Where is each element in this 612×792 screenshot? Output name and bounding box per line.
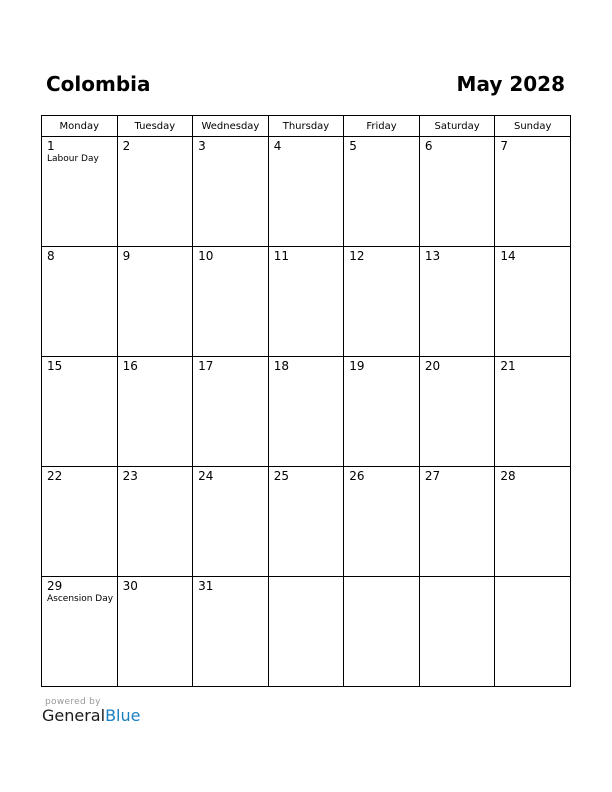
weekday-header-row <box>42 116 571 137</box>
day-number: 3 <box>198 139 206 153</box>
country-title: Colombia <box>46 72 151 96</box>
day-cell <box>193 247 269 357</box>
empty-day-cell <box>495 577 571 687</box>
calendar-header <box>46 72 565 98</box>
day-cell <box>344 247 420 357</box>
day-number: 13 <box>424 249 441 263</box>
empty-day-cell <box>268 577 344 687</box>
day-number: 25 <box>273 469 289 483</box>
empty-day-cell <box>419 577 495 687</box>
week-row <box>42 247 571 357</box>
day-number: 28 <box>500 469 516 483</box>
day-number: 12 <box>349 249 365 263</box>
day-cell <box>419 137 495 247</box>
day-number: 19 <box>349 359 365 373</box>
week-row <box>42 357 571 467</box>
weekday-monday: Monday <box>42 116 118 137</box>
day-cell <box>344 137 420 247</box>
week-row <box>42 577 571 687</box>
day-number: 15 <box>47 359 63 373</box>
day-cell <box>117 137 193 247</box>
day-number: 8 <box>47 249 55 263</box>
day-cell <box>42 137 118 247</box>
day-number: 5 <box>349 139 357 153</box>
holiday-label: Labour Day <box>47 154 99 164</box>
day-cell <box>193 467 269 577</box>
day-number: 11 <box>273 249 289 263</box>
weekday-tuesday: Tuesday <box>117 116 193 137</box>
week-row <box>42 467 571 577</box>
day-cell <box>117 467 193 577</box>
day-number: 24 <box>198 469 214 483</box>
day-cell <box>193 137 269 247</box>
month-title: May 2028 <box>456 72 565 96</box>
weekday-friday: Friday <box>344 116 420 137</box>
day-cell <box>495 467 571 577</box>
day-cell <box>495 137 571 247</box>
day-number: 22 <box>47 469 63 483</box>
brand-logo <box>42 706 140 725</box>
day-cell <box>419 247 495 357</box>
weekday-saturday: Saturday <box>419 116 495 137</box>
day-cell <box>268 137 344 247</box>
day-number: 17 <box>198 359 214 373</box>
day-number: 29 <box>47 579 63 593</box>
day-cell <box>42 467 118 577</box>
day-cell <box>117 247 193 357</box>
brand-general-text: General <box>42 706 106 725</box>
weekday-wednesday: Wednesday <box>193 116 269 137</box>
day-number: 4 <box>273 139 282 153</box>
day-cell <box>117 577 193 687</box>
footer-branding <box>42 697 140 725</box>
week-row <box>42 137 571 247</box>
powered-by-text: powered by <box>45 697 101 707</box>
day-number: 9 <box>122 249 131 263</box>
day-number: 7 <box>500 139 509 153</box>
day-cell <box>495 357 571 467</box>
weekday-thursday: Thursday <box>268 116 344 137</box>
day-number: 6 <box>424 139 433 153</box>
brand-blue-text: Blue <box>105 706 141 725</box>
day-cell <box>42 247 118 357</box>
day-number: 20 <box>424 359 441 373</box>
day-cell <box>42 357 118 467</box>
day-number: 18 <box>273 359 289 373</box>
day-cell <box>495 247 571 357</box>
day-cell <box>344 467 420 577</box>
empty-day-cell <box>344 577 420 687</box>
day-cell <box>268 467 344 577</box>
day-cell <box>193 357 269 467</box>
day-number: 31 <box>198 579 214 593</box>
day-number: 21 <box>500 359 516 373</box>
day-number: 1 <box>47 139 55 153</box>
holiday-label: Ascension Day <box>47 594 114 604</box>
day-cell <box>268 357 344 467</box>
day-number: 27 <box>424 469 441 483</box>
day-cell <box>268 247 344 357</box>
day-number: 30 <box>122 579 138 593</box>
day-cell <box>193 577 269 687</box>
day-number: 23 <box>122 469 138 483</box>
day-cell <box>42 577 118 687</box>
day-number: 14 <box>500 249 516 263</box>
day-cell <box>117 357 193 467</box>
day-number: 10 <box>198 249 214 263</box>
day-cell <box>344 357 420 467</box>
day-cell <box>419 467 495 577</box>
weekday-sunday: Sunday <box>495 116 571 137</box>
calendar-grid <box>41 115 571 687</box>
day-number: 16 <box>122 359 138 373</box>
day-number: 2 <box>122 139 131 153</box>
day-number: 26 <box>349 469 365 483</box>
day-cell <box>419 357 495 467</box>
